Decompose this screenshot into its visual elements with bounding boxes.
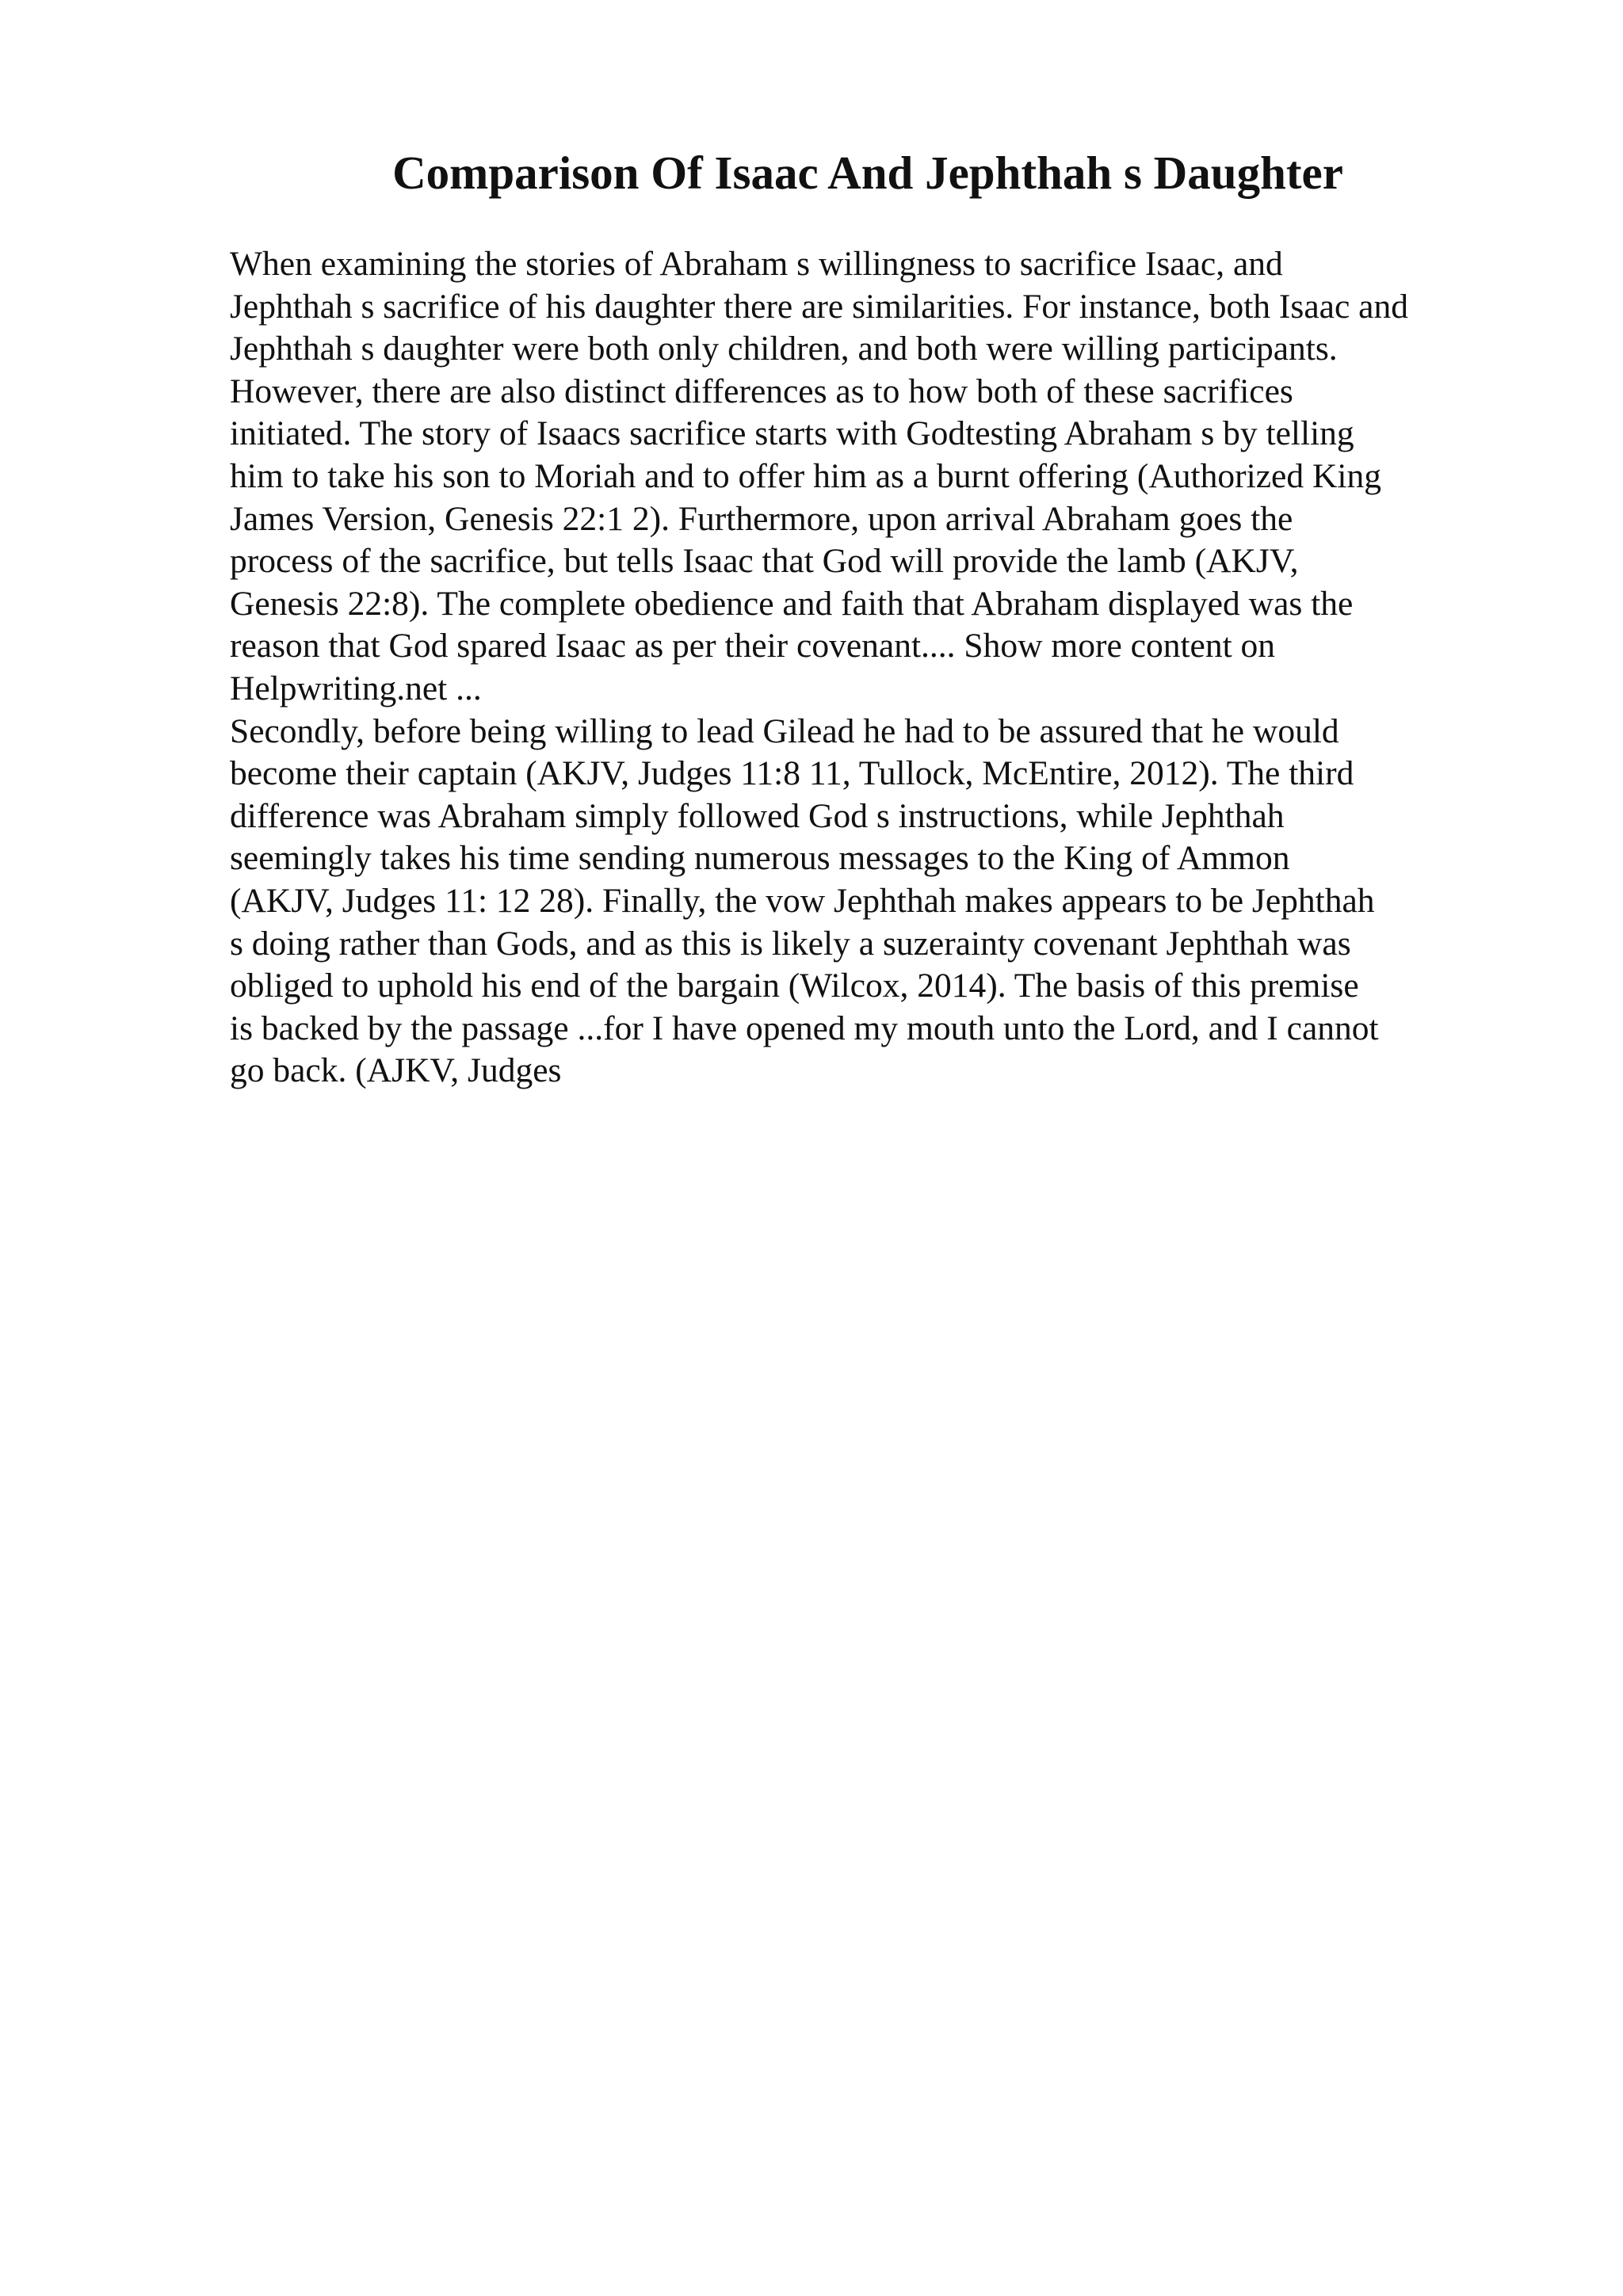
document-title: Comparison Of Isaac And Jephthah s Daughter xyxy=(392,147,1343,199)
text-line: Helpwriting.net ... xyxy=(230,669,482,707)
text-line: When examining the stories of Abraham s willingness to sacrifice Isaac, and xyxy=(230,245,1283,283)
text-line: reason that God spared Isaac as per their covenant.... Show more content on xyxy=(230,627,1276,666)
text-line: s doing rather than Gods, and as this is likely a suzerainty covenant Jephthah was xyxy=(230,924,1351,963)
paragraph-2 xyxy=(230,711,1506,1093)
text-line: process of the sacrifice, but tells Isaac that God will provide the lamb (AKJV, xyxy=(230,542,1299,581)
text-line: Genesis 22:8). The complete obedience and faith that Abraham displayed was the xyxy=(230,584,1354,623)
text-line: initiated. The story of Isaacs sacrifice starts with Godtesting Abraham s by telling xyxy=(230,414,1354,453)
text-line: Jephthah s sacrifice of his daughter there are similarities. For instance, both Isaac and xyxy=(230,287,1408,326)
text-line: Secondly, before being willing to lead Gilead he had to be assured that he would xyxy=(230,711,1339,750)
text-line: go back. (AJKV, Judges xyxy=(230,1051,562,1090)
text-line: obliged to uphold his end of the bargain (Wilcox, 2014). The basis of this premise xyxy=(230,967,1359,1005)
text-line: (AKJV, Judges 11: 12 28). Finally, the vow Jephthah makes appears to be Jephthah xyxy=(230,881,1375,920)
text-line: difference was Abraham simply followed God s instructions, while Jephthah xyxy=(230,796,1285,835)
text-line: James Version, Genesis 22:1 2). Furthermore, upon arrival Abraham goes the xyxy=(230,499,1293,538)
text-line: him to take his son to Moriah and to offer him as a burnt offering (Authorized King xyxy=(230,456,1381,495)
text-line: become their captain (AKJV, Judges 11:8 11, Tullock, McEntire, 2012). The third xyxy=(230,754,1354,793)
text-line: is backed by the passage ...for I have opened my mouth unto the Lord, and I cannot xyxy=(230,1009,1379,1047)
text-line: seemingly takes his time sending numerous messages to the King of Ammon xyxy=(230,839,1290,878)
text-line: Jephthah s daughter were both only children, and both were willing participants. xyxy=(230,330,1338,368)
paragraph-1 xyxy=(230,243,1506,711)
document-body xyxy=(230,243,1506,1093)
text-line: However, there are also distinct differences as to how both of these sacrifices xyxy=(230,372,1293,410)
